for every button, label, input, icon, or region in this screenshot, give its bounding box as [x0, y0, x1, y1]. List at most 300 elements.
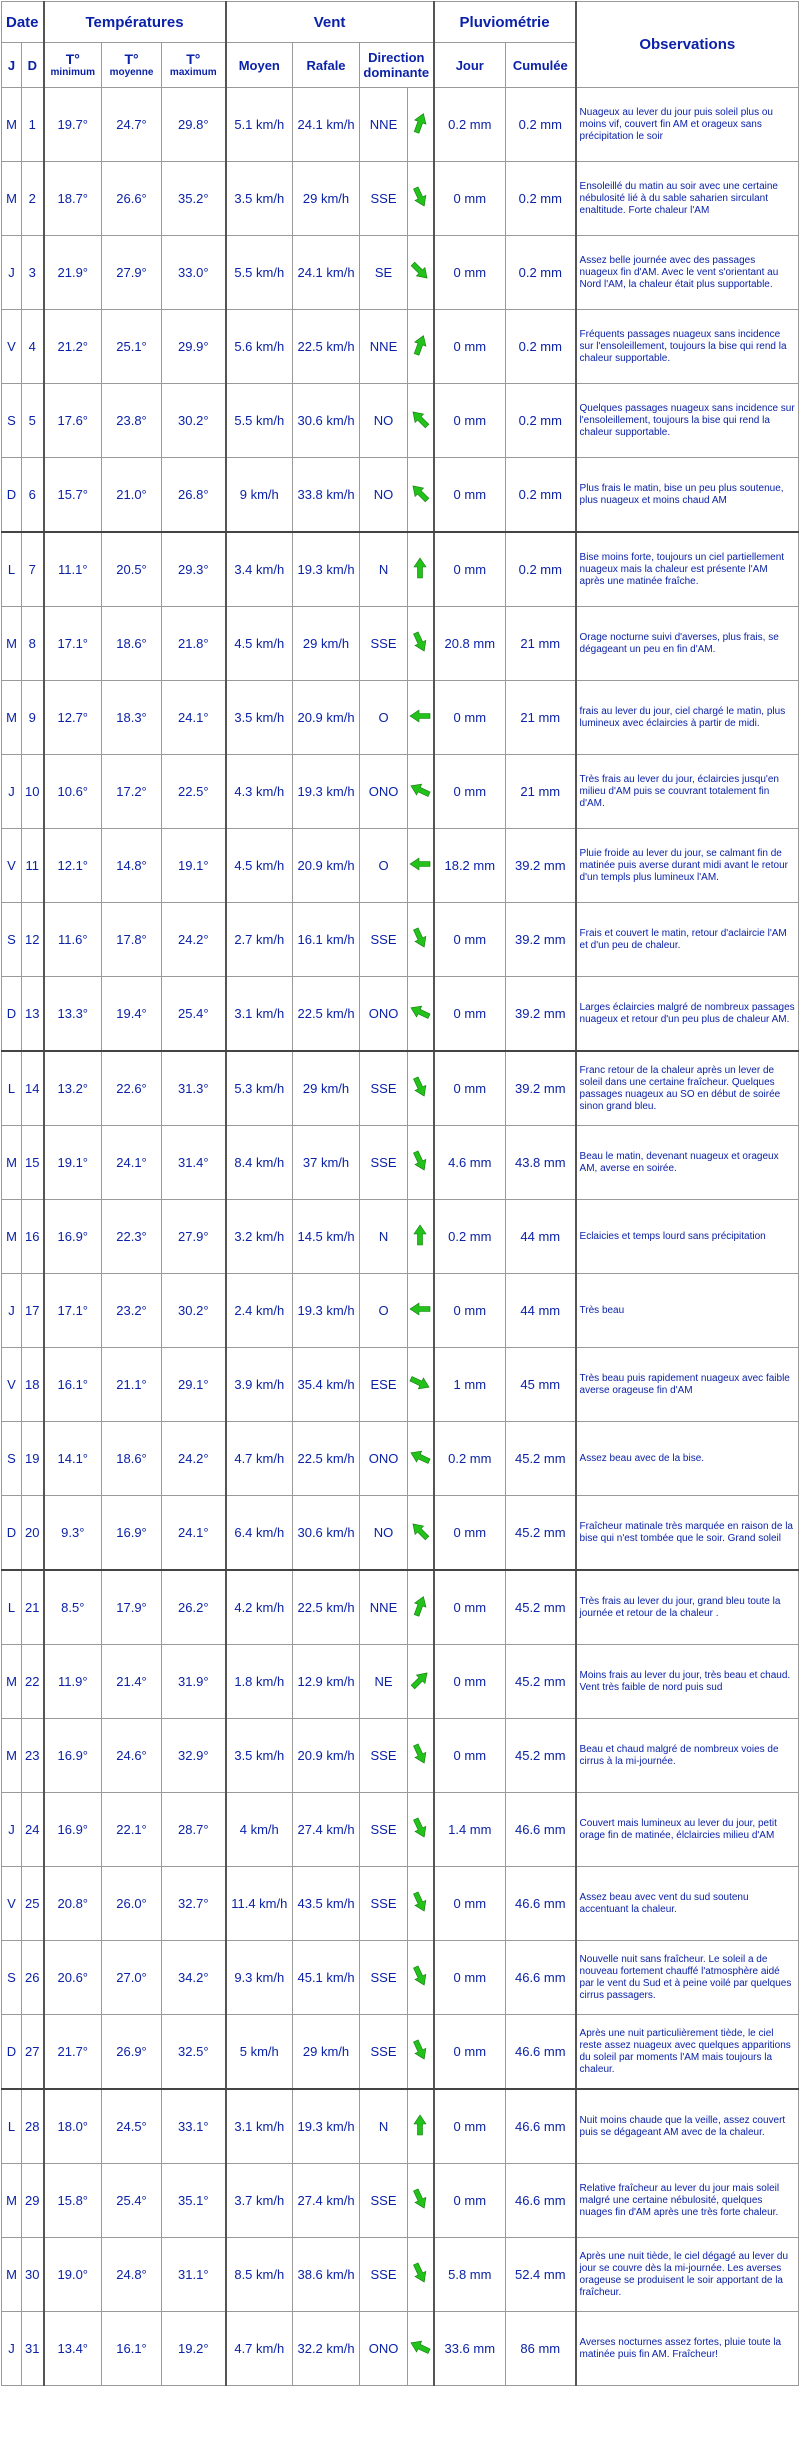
wind-arrow-icon	[409, 2039, 431, 2061]
cell-wind-direction: NE	[360, 1645, 408, 1719]
cell-weekday: J	[2, 1793, 22, 1867]
cell-wind-arrow	[408, 1422, 434, 1496]
cell-wind-direction: NNE	[360, 88, 408, 162]
cell-wind-mean: 3.1 km/h	[226, 977, 293, 1052]
cell-rain-cumul: 0.2 mm	[506, 384, 576, 458]
cell-wind-mean: 8.4 km/h	[226, 1126, 293, 1200]
cell-day: 14	[22, 1051, 44, 1126]
cell-tmin: 19.0°	[44, 2238, 102, 2312]
cell-rain-day: 4.6 mm	[434, 1126, 506, 1200]
cell-tmax: 31.9°	[162, 1645, 226, 1719]
cell-wind-gust: 38.6 km/h	[293, 2238, 360, 2312]
cell-rain-day: 0 mm	[434, 1867, 506, 1941]
cell-wind-arrow	[408, 1274, 434, 1348]
cell-wind-arrow	[408, 532, 434, 607]
cell-rain-cumul: 21 mm	[506, 607, 576, 681]
cell-tmoy: 25.4°	[102, 2164, 162, 2238]
cell-wind-direction: ESE	[360, 1348, 408, 1422]
cell-tmax: 33.1°	[162, 2089, 226, 2164]
table-row	[2, 2015, 799, 2090]
cell-wind-gust: 22.5 km/h	[293, 310, 360, 384]
cell-tmin: 17.1°	[44, 607, 102, 681]
cell-wind-arrow	[408, 236, 434, 310]
table-row	[2, 2089, 799, 2164]
cell-day: 21	[22, 1570, 44, 1645]
header-tmin	[44, 43, 102, 88]
cell-day: 27	[22, 2015, 44, 2090]
cell-tmax: 24.1°	[162, 1496, 226, 1571]
cell-tmin: 13.3°	[44, 977, 102, 1052]
cell-weekday: V	[2, 1348, 22, 1422]
cell-rain-cumul: 45.2 mm	[506, 1496, 576, 1571]
cell-rain-day: 5.8 mm	[434, 2238, 506, 2312]
cell-wind-arrow	[408, 1348, 434, 1422]
cell-wind-gust: 30.6 km/h	[293, 384, 360, 458]
cell-tmax: 28.7°	[162, 1793, 226, 1867]
cell-wind-gust: 22.5 km/h	[293, 1570, 360, 1645]
wind-arrow-icon	[409, 631, 431, 653]
cell-rain-cumul: 39.2 mm	[506, 1051, 576, 1126]
cell-wind-gust: 29 km/h	[293, 607, 360, 681]
cell-rain-day: 0 mm	[434, 1941, 506, 2015]
wind-arrow-icon	[409, 1150, 431, 1172]
cell-wind-arrow	[408, 1793, 434, 1867]
table-row	[2, 2164, 799, 2238]
cell-wind-direction: SSE	[360, 2238, 408, 2312]
table-row	[2, 1274, 799, 1348]
cell-rain-cumul: 39.2 mm	[506, 977, 576, 1052]
cell-tmoy: 24.5°	[102, 2089, 162, 2164]
cell-tmin: 20.6°	[44, 1941, 102, 2015]
header-tmoy	[102, 43, 162, 88]
cell-tmax: 35.2°	[162, 162, 226, 236]
cell-tmoy: 18.3°	[102, 681, 162, 755]
wind-arrow-icon	[409, 1743, 431, 1765]
cell-tmoy: 16.1°	[102, 2312, 162, 2386]
cell-tmax: 30.2°	[162, 384, 226, 458]
cell-observation: Très beau puis rapidement nuageux avec faible averse orageuse fin d'AM	[576, 1348, 799, 1422]
cell-tmoy: 17.9°	[102, 1570, 162, 1645]
wind-arrow-icon	[409, 1001, 431, 1023]
cell-day: 7	[22, 532, 44, 607]
table-row	[2, 2312, 799, 2386]
table-row	[2, 1496, 799, 1571]
cell-wind-arrow	[408, 1941, 434, 2015]
cell-tmin: 18.7°	[44, 162, 102, 236]
cell-observation: Plus frais le matin, bise un peu plus soutenue, plus nuageux et moins chaud AM	[576, 458, 799, 533]
cell-rain-day: 0.2 mm	[434, 1422, 506, 1496]
wind-arrow-icon	[409, 2188, 431, 2210]
table-row	[2, 755, 799, 829]
wind-arrow-icon	[409, 1224, 431, 1246]
table-row	[2, 458, 799, 533]
cell-wind-arrow	[408, 681, 434, 755]
cell-tmin: 12.1°	[44, 829, 102, 903]
cell-tmax: 29.9°	[162, 310, 226, 384]
cell-observation: Assez belle journée avec des passages nuageux fin d'AM. Avec le vent s'orientant au Nord l'AM, la chaleur était plus supportable.	[576, 236, 799, 310]
cell-rain-cumul: 46.6 mm	[506, 2015, 576, 2090]
cell-day: 6	[22, 458, 44, 533]
table-row	[2, 236, 799, 310]
cell-rain-cumul: 0.2 mm	[506, 532, 576, 607]
table-row	[2, 1570, 799, 1645]
cell-rain-day: 1 mm	[434, 1348, 506, 1422]
cell-wind-direction: SSE	[360, 1793, 408, 1867]
cell-rain-day: 0 mm	[434, 1645, 506, 1719]
cell-wind-direction: SSE	[360, 1941, 408, 2015]
cell-rain-cumul: 0.2 mm	[506, 162, 576, 236]
cell-wind-mean: 5 km/h	[226, 2015, 293, 2090]
cell-wind-mean: 5.1 km/h	[226, 88, 293, 162]
cell-rain-day: 20.8 mm	[434, 607, 506, 681]
cell-tmin: 21.9°	[44, 236, 102, 310]
header-d: D	[22, 43, 44, 88]
table-row	[2, 1051, 799, 1126]
table-row	[2, 829, 799, 903]
cell-wind-mean: 8.5 km/h	[226, 2238, 293, 2312]
cell-tmin: 15.8°	[44, 2164, 102, 2238]
cell-wind-arrow	[408, 384, 434, 458]
table-row	[2, 681, 799, 755]
cell-weekday: V	[2, 1867, 22, 1941]
cell-observation: Moins frais au lever du jour, très beau et chaud. Vent très faible de nord puis sud	[576, 1645, 799, 1719]
cell-tmax: 22.5°	[162, 755, 226, 829]
table-row	[2, 1645, 799, 1719]
wind-arrow-icon	[409, 779, 431, 801]
cell-rain-day: 1.4 mm	[434, 1793, 506, 1867]
cell-rain-cumul: 44 mm	[506, 1200, 576, 1274]
header-cumulee: Cumulée	[506, 43, 576, 88]
cell-tmoy: 24.7°	[102, 88, 162, 162]
cell-wind-gust: 45.1 km/h	[293, 1941, 360, 2015]
cell-weekday: D	[2, 458, 22, 533]
cell-observation: Larges éclaircies malgré de nombreux passages nuageux et retour d'un peu plus de chaleur AM.	[576, 977, 799, 1052]
cell-rain-cumul: 0.2 mm	[506, 236, 576, 310]
cell-tmoy: 26.9°	[102, 2015, 162, 2090]
cell-tmoy: 22.1°	[102, 1793, 162, 1867]
cell-wind-direction: ONO	[360, 755, 408, 829]
cell-day: 8	[22, 607, 44, 681]
cell-rain-day: 0 mm	[434, 977, 506, 1052]
cell-wind-mean: 1.8 km/h	[226, 1645, 293, 1719]
cell-rain-cumul: 0.2 mm	[506, 458, 576, 533]
wind-arrow-icon	[409, 1520, 431, 1542]
table-row	[2, 1793, 799, 1867]
wind-arrow-icon	[409, 1446, 431, 1468]
wind-arrow-icon	[409, 112, 431, 134]
cell-rain-day: 18.2 mm	[434, 829, 506, 903]
cell-day: 3	[22, 236, 44, 310]
cell-rain-day: 0 mm	[434, 1274, 506, 1348]
cell-rain-cumul: 46.6 mm	[506, 2089, 576, 2164]
cell-wind-direction: SSE	[360, 1867, 408, 1941]
cell-weekday: M	[2, 1645, 22, 1719]
cell-tmoy: 25.1°	[102, 310, 162, 384]
table-row	[2, 1719, 799, 1793]
cell-tmoy: 21.4°	[102, 1645, 162, 1719]
cell-wind-direction: SSE	[360, 1126, 408, 1200]
header-tmin-a: T°	[65, 51, 80, 67]
cell-day: 2	[22, 162, 44, 236]
table-row	[2, 977, 799, 1052]
cell-tmoy: 26.6°	[102, 162, 162, 236]
cell-tmin: 21.7°	[44, 2015, 102, 2090]
cell-wind-mean: 3.9 km/h	[226, 1348, 293, 1422]
cell-wind-gust: 22.5 km/h	[293, 977, 360, 1052]
cell-tmoy: 18.6°	[102, 607, 162, 681]
cell-wind-direction: SSE	[360, 2164, 408, 2238]
table-row	[2, 1867, 799, 1941]
cell-wind-arrow	[408, 607, 434, 681]
cell-weekday: M	[2, 1719, 22, 1793]
table-row	[2, 310, 799, 384]
cell-day: 24	[22, 1793, 44, 1867]
cell-rain-day: 0 mm	[434, 903, 506, 977]
cell-rain-cumul: 46.6 mm	[506, 2164, 576, 2238]
cell-day: 16	[22, 1200, 44, 1274]
cell-wind-arrow	[408, 1719, 434, 1793]
cell-weekday: V	[2, 310, 22, 384]
cell-observation: Beau et chaud malgré de nombreux voies de cirrus à la mi-journée.	[576, 1719, 799, 1793]
cell-day: 30	[22, 2238, 44, 2312]
cell-wind-gust: 16.1 km/h	[293, 903, 360, 977]
table-row	[2, 532, 799, 607]
cell-day: 26	[22, 1941, 44, 2015]
cell-day: 9	[22, 681, 44, 755]
cell-wind-gust: 19.3 km/h	[293, 755, 360, 829]
cell-wind-mean: 4.5 km/h	[226, 607, 293, 681]
cell-rain-day: 0 mm	[434, 1570, 506, 1645]
table-row	[2, 903, 799, 977]
cell-wind-arrow	[408, 310, 434, 384]
cell-observation: frais au lever du jour, ciel chargé le matin, plus lumineux avec éclaircies à partir de midi.	[576, 681, 799, 755]
cell-wind-direction: SE	[360, 236, 408, 310]
cell-tmax: 24.2°	[162, 903, 226, 977]
cell-wind-arrow	[408, 903, 434, 977]
wind-arrow-icon	[409, 557, 431, 579]
cell-rain-cumul: 46.6 mm	[506, 1793, 576, 1867]
cell-wind-direction: O	[360, 1274, 408, 1348]
cell-wind-mean: 9.3 km/h	[226, 1941, 293, 2015]
cell-rain-cumul: 39.2 mm	[506, 829, 576, 903]
cell-wind-gust: 20.9 km/h	[293, 1719, 360, 1793]
cell-observation: Assez beau avec de la bise.	[576, 1422, 799, 1496]
cell-wind-gust: 29 km/h	[293, 162, 360, 236]
cell-wind-direction: ONO	[360, 1422, 408, 1496]
cell-observation: Après une nuit particulièrement tiède, le ciel reste assez nuageux avec quelques apparitions du soleil par moments l'AM mais toujours la chaleur.	[576, 2015, 799, 2090]
cell-tmin: 16.9°	[44, 1200, 102, 1274]
cell-tmax: 27.9°	[162, 1200, 226, 1274]
cell-observation: Relative fraîcheur au lever du jour mais soleil malgré une certaine nébulosité, quelques nuages fin d'AM après une très forte chaleur.	[576, 2164, 799, 2238]
cell-wind-mean: 2.4 km/h	[226, 1274, 293, 1348]
cell-rain-day: 0 mm	[434, 2164, 506, 2238]
cell-wind-mean: 3.4 km/h	[226, 532, 293, 607]
cell-rain-cumul: 45.2 mm	[506, 1570, 576, 1645]
header-date: Date	[2, 2, 44, 43]
cell-rain-cumul: 39.2 mm	[506, 903, 576, 977]
cell-wind-mean: 4.7 km/h	[226, 1422, 293, 1496]
wind-arrow-icon	[409, 1965, 431, 1987]
cell-observation: Nouvelle nuit sans fraîcheur. Le soleil a de nouveau fortement chauffé l'atmosphère aidé par le vent du Sud et à peine voilé par quelques cirrus passagers.	[576, 1941, 799, 2015]
cell-wind-arrow	[408, 1867, 434, 1941]
cell-tmoy: 18.6°	[102, 1422, 162, 1496]
cell-weekday: M	[2, 607, 22, 681]
cell-day: 11	[22, 829, 44, 903]
cell-wind-mean: 4.5 km/h	[226, 829, 293, 903]
cell-wind-gust: 22.5 km/h	[293, 1422, 360, 1496]
cell-rain-day: 0 mm	[434, 458, 506, 533]
cell-wind-direction: NO	[360, 384, 408, 458]
cell-tmoy: 24.6°	[102, 1719, 162, 1793]
cell-wind-arrow	[408, 162, 434, 236]
cell-tmax: 29.8°	[162, 88, 226, 162]
cell-wind-arrow	[408, 755, 434, 829]
header-tmoy-b: moyenne	[109, 67, 154, 78]
cell-day: 23	[22, 1719, 44, 1793]
cell-tmax: 24.2°	[162, 1422, 226, 1496]
cell-observation: Après une nuit tiède, le ciel dégagé au lever du jour se couvre dès la mi-journée. Les averses orageuse se produisent le soir apportant de la fraîcheur.	[576, 2238, 799, 2312]
cell-weekday: L	[2, 532, 22, 607]
cell-wind-gust: 20.9 km/h	[293, 829, 360, 903]
cell-day: 10	[22, 755, 44, 829]
cell-observation: Orage nocturne suivi d'averses, plus frais, se dégageant un peu en fin d'AM.	[576, 607, 799, 681]
table-body	[2, 88, 799, 2386]
cell-observation: Très beau	[576, 1274, 799, 1348]
cell-wind-direction: N	[360, 1200, 408, 1274]
wind-arrow-icon	[409, 482, 431, 504]
cell-wind-arrow	[408, 1200, 434, 1274]
cell-wind-arrow	[408, 2312, 434, 2386]
cell-wind-arrow	[408, 1570, 434, 1645]
table-row	[2, 2238, 799, 2312]
wind-arrow-icon	[409, 2114, 431, 2136]
cell-rain-day: 0 mm	[434, 532, 506, 607]
cell-wind-arrow	[408, 1496, 434, 1571]
cell-weekday: S	[2, 903, 22, 977]
cell-tmax: 29.1°	[162, 1348, 226, 1422]
cell-rain-day: 0 mm	[434, 1051, 506, 1126]
cell-rain-day: 0.2 mm	[434, 88, 506, 162]
cell-tmax: 25.4°	[162, 977, 226, 1052]
wind-arrow-icon	[409, 927, 431, 949]
cell-observation: Averses nocturnes assez fortes, pluie toute la matinée puis fin AM. Fraîcheur!	[576, 2312, 799, 2386]
header-direction: Direction dominante	[360, 43, 434, 88]
cell-tmin: 17.1°	[44, 1274, 102, 1348]
cell-observation: Couvert mais lumineux au lever du jour, petit orage fin de matinée, élclaircies milieu d'AM	[576, 1793, 799, 1867]
cell-observation: Nuageux au lever du jour puis soleil plus ou moins vif, couvert fin AM et orageux sans précipitation le soir	[576, 88, 799, 162]
cell-tmoy: 23.8°	[102, 384, 162, 458]
cell-weekday: L	[2, 1051, 22, 1126]
cell-tmax: 32.9°	[162, 1719, 226, 1793]
cell-wind-gust: 14.5 km/h	[293, 1200, 360, 1274]
cell-rain-day: 0 mm	[434, 681, 506, 755]
header-tmax-b: maximum	[169, 67, 217, 78]
cell-rain-cumul: 43.8 mm	[506, 1126, 576, 1200]
cell-tmoy: 14.8°	[102, 829, 162, 903]
cell-observation: Fraîcheur matinale très marquée en raison de la bise qui n'est tombée que le soir. Grand soleil	[576, 1496, 799, 1571]
cell-day: 12	[22, 903, 44, 977]
wind-arrow-icon	[409, 1372, 431, 1394]
cell-tmax: 30.2°	[162, 1274, 226, 1348]
cell-rain-cumul: 0.2 mm	[506, 310, 576, 384]
table-row	[2, 384, 799, 458]
cell-wind-mean: 5.5 km/h	[226, 236, 293, 310]
cell-wind-direction: SSE	[360, 607, 408, 681]
cell-day: 19	[22, 1422, 44, 1496]
cell-tmin: 11.6°	[44, 903, 102, 977]
table-row	[2, 1126, 799, 1200]
cell-wind-direction: NO	[360, 1496, 408, 1571]
header-tmin-b: minimum	[50, 67, 95, 78]
cell-weekday: J	[2, 236, 22, 310]
cell-wind-gust: 12.9 km/h	[293, 1645, 360, 1719]
cell-wind-mean: 9 km/h	[226, 458, 293, 533]
cell-rain-day: 0 mm	[434, 310, 506, 384]
cell-tmin: 11.9°	[44, 1645, 102, 1719]
cell-wind-arrow	[408, 1051, 434, 1126]
header-rafale: Rafale	[293, 43, 360, 88]
wind-arrow-icon	[409, 2336, 431, 2358]
cell-wind-gust: 33.8 km/h	[293, 458, 360, 533]
cell-observation: Beau le matin, devenant nuageux et orageux AM, averse en soirée.	[576, 1126, 799, 1200]
cell-weekday: M	[2, 1126, 22, 1200]
cell-wind-direction: SSE	[360, 2015, 408, 2090]
cell-day: 13	[22, 977, 44, 1052]
cell-wind-arrow	[408, 2238, 434, 2312]
cell-observation: Frais et couvert le matin, retour d'aclaircie l'AM et d'un peu de chaleur.	[576, 903, 799, 977]
cell-observation: Ensoleillé du matin au soir avec une certaine nébulosité lié à du sable saharien sirculant enaltitude. Forte chaleur l'AM	[576, 162, 799, 236]
wind-arrow-icon	[409, 1076, 431, 1098]
header-j: J	[2, 43, 22, 88]
cell-observation: Bise moins forte, toujours un ciel partiellement nuageux mais la chaleur est présente l'AM après une matinée fraîche.	[576, 532, 799, 607]
cell-tmoy: 19.4°	[102, 977, 162, 1052]
cell-tmin: 15.7°	[44, 458, 102, 533]
cell-wind-mean: 5.5 km/h	[226, 384, 293, 458]
cell-wind-arrow	[408, 2089, 434, 2164]
cell-tmax: 32.5°	[162, 2015, 226, 2090]
cell-observation: Eclaicies et temps lourd sans précipitation	[576, 1200, 799, 1274]
cell-weekday: D	[2, 2015, 22, 2090]
cell-observation: Nuit moins chaude que la veille, assez couvert puis se dégageant AM avec de la chaleur.	[576, 2089, 799, 2164]
cell-observation: Quelques passages nuageux sans incidence sur l'ensoleillement, toujours la bise qui rend la chaleur supportable.	[576, 384, 799, 458]
cell-rain-day: 0 mm	[434, 236, 506, 310]
cell-tmin: 16.9°	[44, 1793, 102, 1867]
cell-day: 5	[22, 384, 44, 458]
cell-rain-cumul: 21 mm	[506, 681, 576, 755]
cell-tmax: 31.3°	[162, 1051, 226, 1126]
cell-wind-direction: ONO	[360, 977, 408, 1052]
wind-arrow-icon	[409, 1891, 431, 1913]
cell-tmoy: 16.9°	[102, 1496, 162, 1571]
cell-wind-arrow	[408, 829, 434, 903]
cell-wind-gust: 30.6 km/h	[293, 1496, 360, 1571]
cell-wind-gust: 27.4 km/h	[293, 2164, 360, 2238]
cell-tmin: 18.0°	[44, 2089, 102, 2164]
cell-wind-gust: 35.4 km/h	[293, 1348, 360, 1422]
cell-wind-arrow	[408, 2164, 434, 2238]
header-moyen: Moyen	[226, 43, 293, 88]
wind-arrow-icon	[409, 705, 431, 727]
header-tmax	[162, 43, 226, 88]
cell-wind-direction: SSE	[360, 162, 408, 236]
cell-tmoy: 21.1°	[102, 1348, 162, 1422]
cell-wind-gust: 19.3 km/h	[293, 1274, 360, 1348]
header-tmax-a: T°	[186, 51, 201, 67]
cell-tmax: 31.1°	[162, 2238, 226, 2312]
cell-tmax: 21.8°	[162, 607, 226, 681]
cell-wind-arrow	[408, 977, 434, 1052]
cell-tmin: 19.1°	[44, 1126, 102, 1200]
